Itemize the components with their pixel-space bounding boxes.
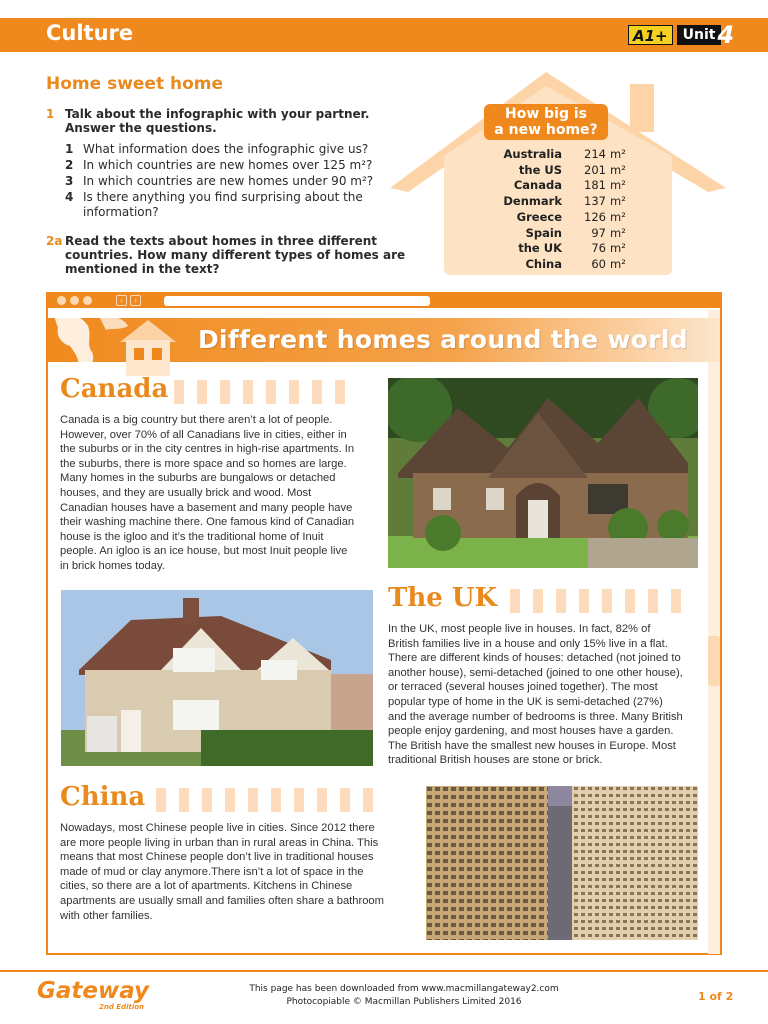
size-value: 181 [584,178,606,192]
chimney-shape [630,84,654,132]
text-line: Nowadays, most Chinese people live in cities. Since 2012 there [60,822,375,834]
lesson-title: Home sweet home [46,74,224,94]
chevron-right-icon[interactable]: › [130,295,141,306]
text-line: with other families. [60,909,153,922]
size-unit: m² [610,210,626,224]
country-name: the US [518,163,562,177]
scrollbar-thumb[interactable] [708,636,720,686]
text-line: in brick homes today. [60,559,165,572]
text-line: people. An igloo is an ice house, but most Inuit people live [60,545,348,558]
infographic-row [448,163,648,179]
brand-logo: Gateway [37,978,150,1004]
article-body-canada [60,413,354,574]
task-2a-line: mentioned in the text? [65,262,220,276]
task-2a-line: Read the texts about homes in three different [65,234,378,248]
infographic-row [448,226,648,242]
scrollbar-track[interactable] [708,310,720,954]
article-body-uk [388,622,683,768]
question-text: Is there anything you find surprising about the [83,190,363,204]
china-apartments-photo [426,786,698,940]
task-1-line-1: Talk about the infographic with your partner. [65,107,370,121]
window-dot-icon [83,296,92,305]
text-line: house is the igloo and it’s the traditional home of Inuit [60,530,324,543]
decorative-stripes [156,788,373,812]
text-line: made of mud or clay anymore.There isn’t a lot of space in the [60,865,364,878]
question-text: What information does the infographic give us? [83,142,369,156]
text-line: traditional British houses are stone or brick. [388,754,603,767]
size-unit: m² [610,147,626,161]
country-name: Greece [516,210,562,224]
article-banner-title: Different homes around the world [198,325,688,354]
text-line: British families live in a house and only 15% live in a flat. [388,637,668,650]
globe-house-icon [48,308,188,378]
infographic-row [448,241,648,257]
text-line: In the UK, most people live in houses. In fact, 82% of [388,623,651,635]
country-name: Spain [525,226,562,240]
country-name: Denmark [503,194,562,208]
size-unit: m² [610,241,626,255]
infographic-title [484,104,608,140]
unit-label: Unit [677,25,722,45]
text-line: are more people living in urban than in rural areas in China. This [60,836,379,849]
infographic-row [448,210,648,226]
text-line: However, over 70% of all Canadians live in cities, either in [60,428,347,441]
chevron-left-icon[interactable]: ‹ [116,295,127,306]
infographic-row [448,147,648,163]
text-line: cities, so there are a lot of apartments. Kitchens in Chinese [60,880,353,893]
question-number: 3 [65,174,74,188]
unit-badge [628,21,735,49]
text-line: The British have the smallest new houses in Europe. Most [388,739,676,752]
article-title-canada: Canada [60,374,169,404]
text-line: houses, and they are usually brick and wood. Most [60,486,312,499]
infographic-row [448,194,648,210]
text-line: the suburbs or in the city centres in high-rise apartments. In [60,443,355,456]
size-unit: m² [610,163,626,177]
text-line: another house), semi-detached (joined to one other house), [388,666,683,679]
size-value: 201 [584,163,606,177]
size-value: 126 [584,210,606,224]
canada-house-photo [388,378,698,568]
question-text-cont: information? [83,205,159,219]
text-line: their washing machine there. One famous kind of Canadian [60,516,355,529]
brand-edition: 2nd Edition [99,1003,145,1011]
decorative-stripes [174,380,345,404]
question-text: In which countries are new homes over 125 m²? [83,158,373,172]
level-badge: A1+ [628,25,673,45]
size-value: 76 [591,241,606,255]
footer-download-text: This page has been downloaded from www.macmillangateway2.com [249,984,559,994]
text-line: and the average number of bedrooms is three. Many British [388,710,683,723]
size-value: 60 [591,257,606,271]
article-title-uk: The UK [388,583,498,613]
text-line: Canadian houses have a basement and many people have [60,501,353,514]
size-unit: m² [610,226,626,240]
article-body-china [60,821,384,923]
text-line: people enjoy gardening, and most houses have a garden. [388,725,674,738]
task-2a-number: 2a [46,234,63,248]
window-dot-icon [70,296,79,305]
decorative-stripes [510,589,681,613]
country-name: the UK [518,241,562,255]
infographic-row [448,257,648,273]
size-unit: m² [610,257,626,271]
country-name: Australia [503,147,562,161]
size-unit: m² [610,194,626,208]
text-line: or terraced (several houses joined together). The most [388,681,658,694]
text-line: Many homes in the suburbs are bungalows or detached [60,472,336,485]
footer-divider [0,970,768,972]
task-2a-line: countries. How many different types of homes are [65,248,406,262]
text-line: popular type of home in the UK is semi-detached (27%) [388,695,663,708]
infographic-title-line-1: How big is [505,106,587,122]
size-value: 97 [591,226,606,240]
infographic-title-line-2: a new home? [494,122,598,138]
section-title: Culture [46,21,134,45]
window-dot-icon [57,296,66,305]
page-number: 1 of 2 [698,990,734,1003]
country-name: China [525,257,562,271]
infographic-row [448,178,648,194]
address-bar[interactable] [164,296,430,306]
text-line: Canada is a big country but there aren’t a lot of people. [60,414,333,426]
size-unit: m² [610,178,626,192]
question-number: 1 [65,142,74,156]
task-1-line-2: Answer the questions. [65,121,217,135]
text-line: the suburbs, there is more space and so homes are large. [60,457,347,470]
unit-number: 4 [717,21,735,49]
question-number: 4 [65,190,74,204]
article-title-china: China [60,782,146,812]
text-line: means that most Chinese people don’t live in traditional houses [60,851,374,864]
question-text: In which countries are new homes under 90 m²? [83,174,374,188]
size-value: 214 [584,147,606,161]
question-number: 2 [65,158,74,172]
text-line: There are different kinds of houses: detached (not joined to [388,652,681,665]
uk-house-photo [61,590,373,766]
task-1-number: 1 [46,107,55,121]
footer-copyright: Photocopiable © Macmillan Publishers Limited 2016 [286,997,522,1007]
country-name: Canada [513,178,562,192]
size-value: 137 [584,194,606,208]
text-line: apartments are usually small and families often share a bathroom [60,894,384,907]
